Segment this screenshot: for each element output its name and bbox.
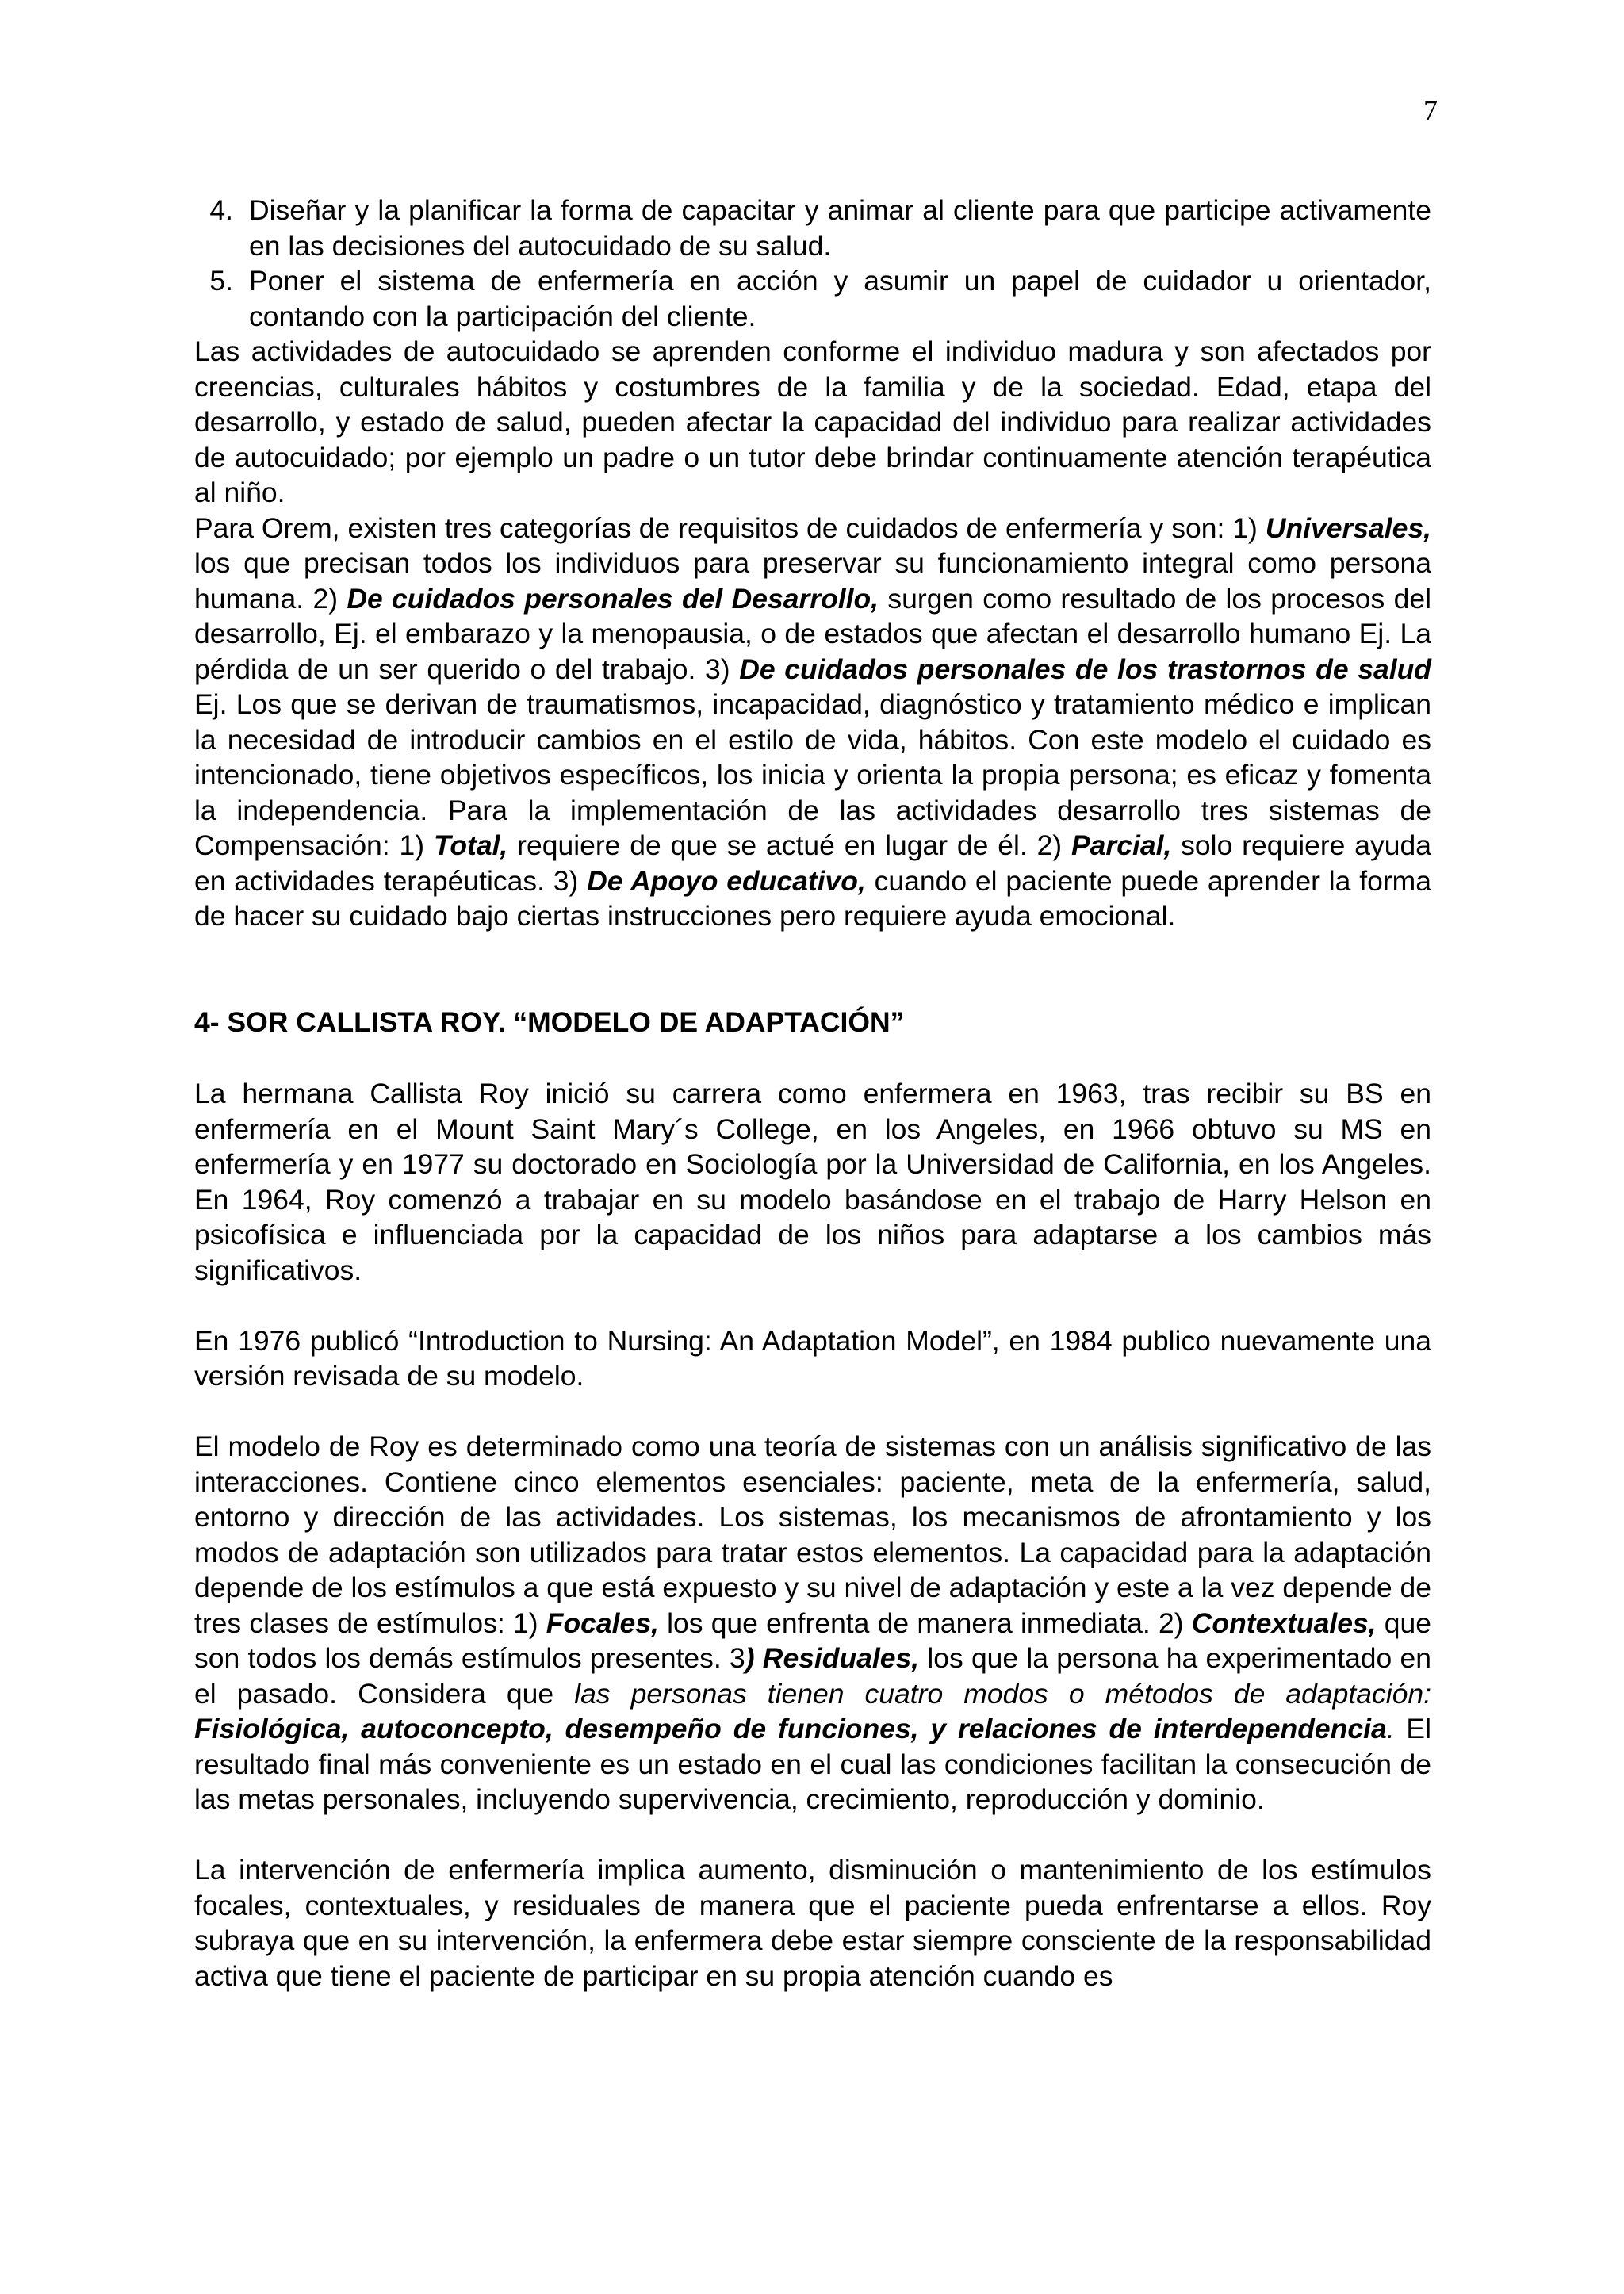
text-run: El modelo de Roy es determinado como una teoría de sistemas con un análisis significativo de las interacciones. Contiene cinco elementos esenciales: paciente, meta de la enfermería, salud, entorno y dirección de las actividades. Los sistemas, los mecanismos de afrontamiento y los modos de adaptación son utilizados para tratar estos elementos. La capacidad para la adaptación depende de los estímulos a que está expuesto y su nivel de adaptación y este a la vez depende de tres clases de estímulos: 1)	[194, 1430, 1431, 1639]
text-run: requiere de que se actué en lugar de él. 2)	[508, 829, 1071, 861]
page-number: 7	[1423, 94, 1438, 126]
text-run: Ej. Los que se derivan de traumatismos, incapacidad, diagnóstico y tratamiento médico e implican la necesidad de introducir cambios en el estilo de vida, hábitos. Con este modelo el cuidado es intencionado, tiene objetivos específicos, los inicia y orienta la propia persona; es eficaz y fomenta la independencia. Para la implementación de las actividades desarrollo tres sistemas de Compensación: 1)	[194, 688, 1431, 861]
paragraph-roy-1976: En 1976 publicó “Introduction to Nursing: An Adaptation Model”, en 1984 publico nuevamente una versión revisada de su modelo.	[194, 1324, 1431, 1392]
numbered-list	[194, 193, 1431, 334]
paragraph-intervencion: La intervención de enfermería implica aumento, disminución o mantenimiento de los estímulos focales, contextuales, y residuales de manera que el paciente pueda enfrentarse a ellos. Roy subraya que en su intervención, la enfermera debe estar siempre consciente de la responsabilidad activa que tiene el paciente de participar en su propia atención cuando es	[194, 1854, 1431, 1992]
list-item-number: 5.	[209, 265, 233, 297]
emphasis-apoyo-educativo: De Apoyo educativo,	[587, 864, 866, 897]
emphasis-desarrollo: De cuidados personales del Desarrollo,	[347, 582, 879, 615]
text-run: El resultado final más conveniente es un estado en el cual las condiciones facilitan la consecución de las metas personales, incluyendo supervivencia, crecimiento, reproducción y dominio.	[194, 1713, 1432, 1815]
list-item-text: Diseñar y la planificar la forma de capacitar y animar al cliente para que participe activamente en las decisiones del autocuidado de su salud.	[249, 194, 1431, 262]
paragraph-gap	[194, 1288, 1431, 1323]
paragraph-autocuidado: Las actividades de autocuidado se aprenden conforme el individuo madura y son afectados por creencias, culturales hábitos y costumbres de la familia y de la sociedad. Edad, etapa del desarrollo, y estado de salud, pueden afectar la capacidad del individuo para realizar actividades de autocuidado; por ejemplo un padre o un tutor debe brindar continuamente atención terapéutica al niño.	[194, 335, 1431, 508]
emphasis-parcial: Parcial,	[1071, 829, 1172, 861]
emphasis-contextuales: Contextuales,	[1191, 1607, 1377, 1639]
italic-run: .	[1386, 1713, 1395, 1744]
emphasis-focales: Focales,	[546, 1607, 659, 1639]
text-run: solo requiere ayuda en actividades terapéuticas. 3)	[194, 829, 1431, 897]
text-run: los que la persona ha experimentado en el pasado. Considera que	[194, 1642, 1432, 1710]
list-item	[194, 193, 1431, 263]
paragraph-gap	[194, 1817, 1431, 1853]
italic-run: las personas tienen cuatro modos o métodos de adaptación:	[574, 1677, 1431, 1710]
text-run: cuando el paciente puede aprender la forma de hacer su cuidado bajo ciertas instrucciones pero requiere ayuda emocional.	[194, 864, 1431, 932]
text-run: surgen como resultado de los procesos del desarrollo, Ej. el embarazo y la menopausia, o de estados que afectan el desarrollo humano Ej. La pérdida de un ser querido o del trabajo. 3)	[194, 582, 1431, 685]
text-run: que son todos los demás estímulos presentes. 3	[194, 1607, 1432, 1674]
paragraph-roy-model	[194, 1429, 1431, 1817]
text-run: Para Orem, existen tres categorías de requisitos de cuidados de enfermería y son: 1)	[194, 511, 1266, 544]
text-run: los que precisan todos los individuos para preservar su funcionamiento integral como persona humana. 2)	[194, 547, 1431, 615]
paragraph-gap	[194, 1394, 1431, 1430]
paragraph-orem	[194, 511, 1431, 934]
text-run: los que enfrenta de manera inmediata. 2)	[658, 1607, 1192, 1639]
section-heading: 4- SOR CALLISTA ROY. “MODELO DE ADAPTACIÓN”	[194, 1005, 905, 1038]
emphasis-modos-adaptacion: Fisiológica, autoconcepto, desempeño de funciones, y relaciones de interdependencia	[194, 1713, 1387, 1744]
emphasis-universales: Universales,	[1265, 511, 1431, 544]
list-item	[194, 263, 1431, 334]
emphasis-total: Total,	[433, 829, 508, 861]
page-content	[194, 193, 1431, 1993]
emphasis-residuales: ) Residuales,	[745, 1642, 920, 1674]
paragraph-roy-bio: La hermana Callista Roy inició su carrera como enfermera en 1963, tras recibir su BS en enfermería en el Mount Saint Mary´s College, en los Angeles, en 1966 obtuvo su MS en enfermería y en 1977 su doctorado en Sociología por la Universidad de California, en los Angeles. En 1964, Roy comenzó a trabajar en su modelo basándose en el trabajo de Harry Helson en psicofísica e influenciada por la capacidad de los niños para adaptarse a los cambios más significativos.	[194, 1078, 1431, 1286]
list-item-text: Poner el sistema de enfermería en acción y asumir un papel de cuidador u orientador, contando con la participación del cliente.	[249, 265, 1431, 332]
list-item-number: 4.	[209, 194, 233, 226]
emphasis-trastornos: De cuidados personales de los trastornos de salud	[739, 653, 1431, 685]
